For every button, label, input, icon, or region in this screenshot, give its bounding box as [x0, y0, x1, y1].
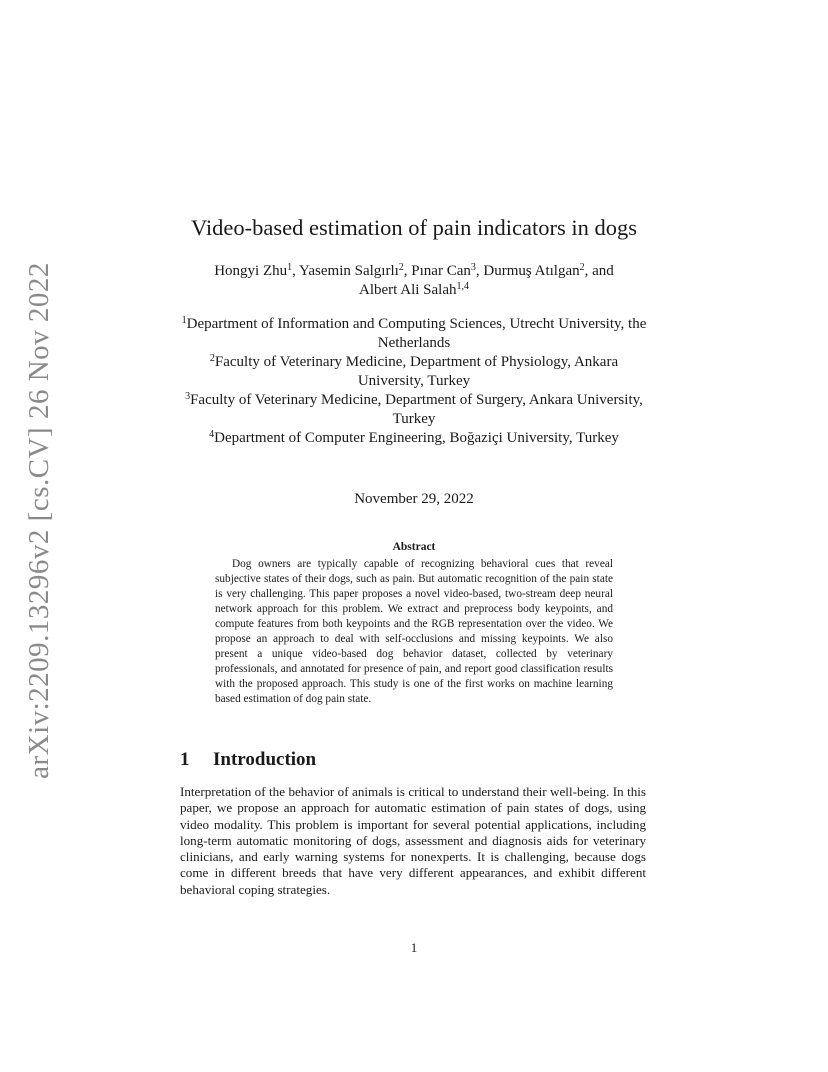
author-list — [160, 262, 668, 300]
author-affiliation-mark: 2 — [579, 262, 585, 273]
section-number: 1 — [180, 749, 190, 770]
author-affiliation-mark: 1,4 — [456, 281, 469, 292]
affiliation-text: Faculty of Veterinary Medicine, Department of Surgery, Ankara University, Turkey — [190, 392, 643, 427]
abstract-heading: Abstract — [392, 541, 436, 553]
affiliation-list — [178, 315, 650, 448]
publication-date: November 29, 2022 — [354, 491, 474, 507]
author-name: Albert Ali Salah — [359, 282, 457, 298]
author-affiliation-mark: 3 — [470, 262, 476, 273]
affiliation-text: Faculty of Veterinary Medicine, Department of Physiology, Ankara University, Turkey — [214, 354, 619, 389]
paper-title: Video-based estimation of pain indicators in dogs — [190, 215, 638, 240]
author-affiliation-mark: 2 — [398, 262, 404, 273]
author-name: , Pınar Can — [403, 263, 471, 279]
affiliation-item — [178, 315, 650, 353]
arxiv-stamp — [22, 261, 55, 779]
affiliation-mark: 1 — [181, 315, 187, 326]
affiliation-mark: 4 — [209, 429, 215, 440]
author-name: Hongyi Zhu — [214, 263, 288, 279]
affiliation-item — [178, 429, 650, 448]
author-conjunction: , and — [584, 263, 614, 279]
section-title: Introduction — [213, 749, 317, 770]
author-name: , Yasemin Salgırlı — [292, 263, 399, 279]
author-affiliation-mark: 1 — [287, 262, 293, 273]
affiliation-text: Department of Computer Engineering, Boğaziçi University, Turkey — [214, 430, 619, 446]
affiliation-item — [178, 353, 650, 391]
affiliation-item — [178, 391, 650, 429]
page-number: 1 — [410, 940, 418, 955]
affiliation-text: Department of Information and Computing Sciences, Utrecht University, the Netherlands — [186, 316, 647, 351]
section-paragraph: Interpretation of the behavior of animals is critical to understand their well-being. In this paper, we propose an approach for automatic estimation of pain states of dogs, using video modality. This problem is important for several potential applications, including long-term automatic monitoring of dogs, assessment and diagnosis aids for veterinary clinicians, and early warning systems for nonexperts. It is challenging, because dogs come in different breeds that have very different appearances, and exhibit different behavioral coping strategies. — [180, 784, 646, 897]
abstract-text: Dog owners are typically capable of recognizing behavioral cues that reveal subjective states of their dogs, such as pain. But automatic recognition of the pain state is very challenging. This paper proposes a novel video-based, two-stream deep neural network approach for this problem. We extract and preprocess body keypoints, and compute features from both keypoints and the RGB representation over the video. We propose an approach to deal with self-occlusions and missing keypoints. We also present a unique video-based dog behavior dataset, collected by veterinary professionals, and annotated for presence of pain, and report good classification results with the proposed approach. This study is one of the first works on machine learning based estimation of dog pain state. — [215, 558, 613, 705]
affiliation-mark: 2 — [209, 353, 215, 364]
arxiv-stamp-text: arXiv:2209.13296v2 [cs.CV] 26 Nov 2022 — [22, 261, 55, 779]
author-name: , Durmuş Atılgan — [475, 263, 580, 279]
section-heading — [180, 749, 316, 771]
affiliation-mark: 3 — [185, 391, 191, 402]
